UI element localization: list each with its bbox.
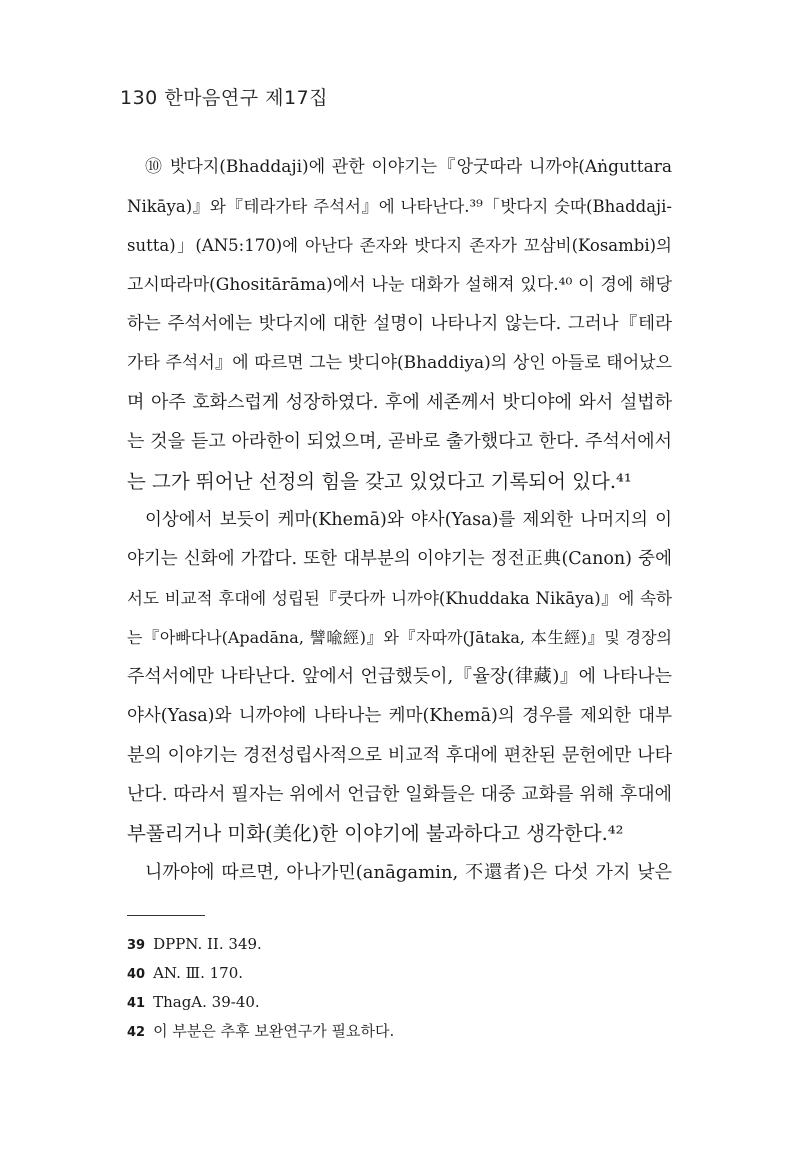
footnote-number: 40 (127, 967, 146, 982)
footnotes (127, 930, 672, 1046)
text-line: 부풀리거나 미화(美化)한 이야기에 불과하다고 생각한다.⁴² (127, 822, 624, 846)
footnote (127, 930, 672, 959)
text-line: 는 그가 뛰어난 선정의 힘을 갖고 있었다고 기록되어 있다.⁴¹ (127, 469, 632, 493)
text-line: 이상에서 보듯이 케마(Khemā)와 야사(Yasa)를 제외한 나머지의 이 (145, 509, 672, 530)
footnote-text: DPPN. II. 349. (153, 935, 262, 953)
text-line: 주석서에만 나타난다. 앞에서 언급했듯이,『율장(律藏)』에 나타나는 (127, 666, 672, 688)
footnote-text: AN. Ⅲ. 170. (153, 964, 244, 982)
text-line: 는 것을 듣고 아라한이 되었으며, 곧바로 출가했다고 한다. 주석서에서 (127, 431, 672, 453)
text-line: 야사(Yasa)와 니까야에 나타나는 케마(Khemā)의 경우를 제외한 대부 (127, 705, 672, 726)
text-line: 하는 주석서에는 밧다지에 대한 설명이 나타나지 않는다. 그러나『테라 (127, 313, 672, 334)
text-line: 가타 주석서』에 따르면 그는 밧디야(Bhaddiya)의 상인 아들로 태어났으 (127, 352, 672, 373)
footnote-text: ThagA. 39-40. (153, 993, 260, 1011)
text-line: 야기는 신화에 가깝다. 또한 대부분의 이야기는 정전正典(Canon) 중에 (127, 548, 672, 569)
footnote (127, 988, 672, 1017)
footnote (127, 1017, 672, 1046)
page-number: 130 (120, 87, 158, 109)
text-line: 분의 이야기는 경전성립사적으로 비교적 후대에 편찬된 문헌에만 나타 (127, 744, 672, 766)
footnote-text: 이 부분은 추후 보완연구가 필요하다. (153, 1022, 395, 1040)
footnote-number: 39 (127, 938, 146, 953)
text-line: 난다. 따라서 필자는 위에서 언급한 일화들은 대중 교화를 위해 후대에 (127, 784, 672, 805)
footnote-number: 41 (127, 996, 146, 1011)
text-line: 서도 비교적 후대에 성립된『쿳다까 니까야(Khuddaka Nikāya)』에 속하 (127, 589, 672, 609)
text-line: ⑩ 밧다지(Bhaddaji)에 관한 이야기는『앙굿따라 니까야(Aṅguttara (145, 157, 672, 177)
text-line: 며 아주 호화스럽게 성장하였다. 후에 세존께서 밧디야에 와서 설법하 (127, 392, 672, 414)
text-line: Nikāya)』와『테라가타 주석서』에 나타난다.³⁹「밧다지 숫따(Bhaddaji- (127, 197, 672, 217)
text-line: 는『아빠다나(Apadāna, 譬喩經)』와『자따까(Jātaka, 本生經)』및 경장의 (127, 628, 672, 648)
text-line: 니까야에 따르면, 아나가민(anāgamin, 不還者)은 다섯 가지 낮은 (145, 862, 672, 884)
footnote-divider (127, 915, 205, 916)
text-line: sutta)」(AN5:170)에 아난다 존자와 밧다지 존자가 꼬삼비(Kosambi)의 (127, 236, 672, 256)
footnote-number: 42 (127, 1025, 146, 1040)
running-header (120, 83, 328, 110)
text-line: 고시따라마(Ghositārāma)에서 나눈 대화가 설해져 있다.⁴⁰ 이 경에 해당 (127, 274, 672, 295)
footnote (127, 959, 672, 988)
running-title: 한마음연구 제17집 (164, 87, 329, 109)
body-text (127, 148, 672, 893)
